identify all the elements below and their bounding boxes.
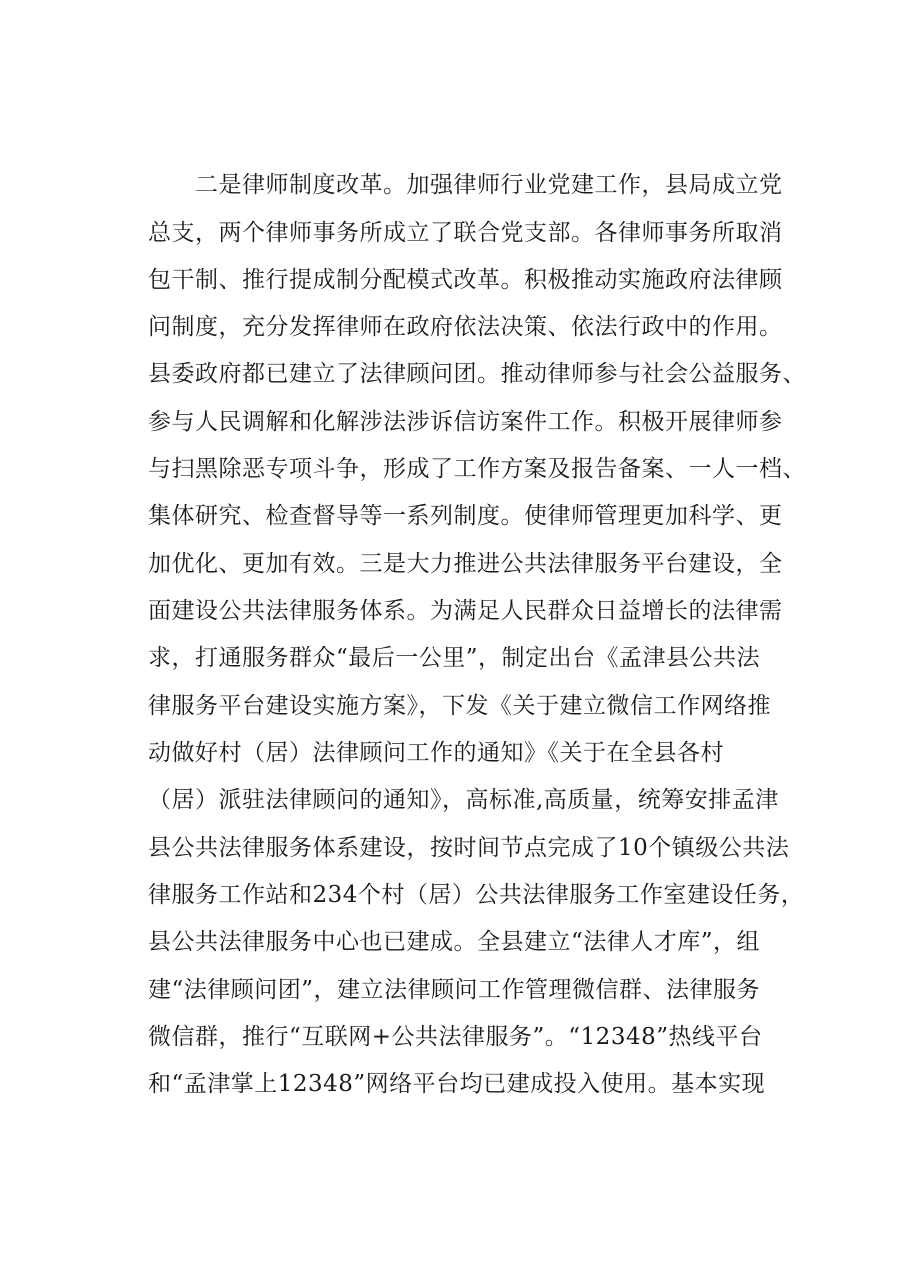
text-line-15: 县公共法律服务体系建设，按时间节点完成了10个镇级公共法 (148, 835, 790, 861)
text-line-3: 包干制、推行提成制分配模式改革。积极推动实施政府法律顾 (148, 267, 783, 293)
text-line-12: 律服务平台建设实施方案》，下发《关于建立微信工作网络推 (148, 693, 771, 719)
text-line-19: 微信群，推行“互联网+公共法律服务”。“12348”热线平台 (148, 1024, 763, 1050)
text-line-5: 县委政府都已建立了法律顾问团。推动律师参与社会公益服务、 (148, 361, 806, 387)
text-line-7: 与扫黑除恶专项斗争，形成了工作方案及报告备案、一人一档、 (148, 456, 806, 482)
text-line-9: 加优化、更加有效。三是大力推进公共法律服务平台建设，全 (148, 551, 783, 577)
text-line-2: 总支，两个律师事务所成立了联合党支部。各律师事务所取消 (148, 220, 783, 246)
text-line-18: 建“法律顾问团”，建立法律顾问工作管理微信群、法律服务 (148, 977, 761, 1003)
text-line-11: 求，打通服务群众“最后一公里”，制定出台《孟津县公共法 (148, 645, 761, 671)
text-line-13: 动做好村（居）法律顾问工作的通知》《关于在全县各村 (148, 740, 724, 766)
text-line-16: 律服务工作站和234个村（居）公共法律服务工作室建设任务， (148, 882, 805, 908)
text-line-4: 问制度，充分发挥律师在政府依法决策、依法行政中的作用。 (148, 314, 783, 340)
text-line-1: 二是律师制度改革。加强律师行业党建工作，县局成立党 (195, 172, 783, 198)
text-line-6: 参与人民调解和化解涉法涉诉信访案件工作。积极开展律师参 (148, 409, 783, 435)
text-line-20: 和“孟津掌上12348”网络平台均已建成投入使用。基本实现 (148, 1071, 766, 1097)
text-line-14: （居）派驻法律顾问的通知》，高标准,高质量，统筹安排孟津 (148, 787, 779, 813)
text-line-17: 县公共法律服务中心也已建成。全县建立“法律人才库”，组 (148, 929, 761, 955)
text-line-10: 面建设公共法律服务体系。为满足人民群众日益增长的法律需 (148, 598, 783, 624)
text-line-8: 集体研究、检查督导等一系列制度。使律师管理更加科学、更 (148, 503, 783, 529)
